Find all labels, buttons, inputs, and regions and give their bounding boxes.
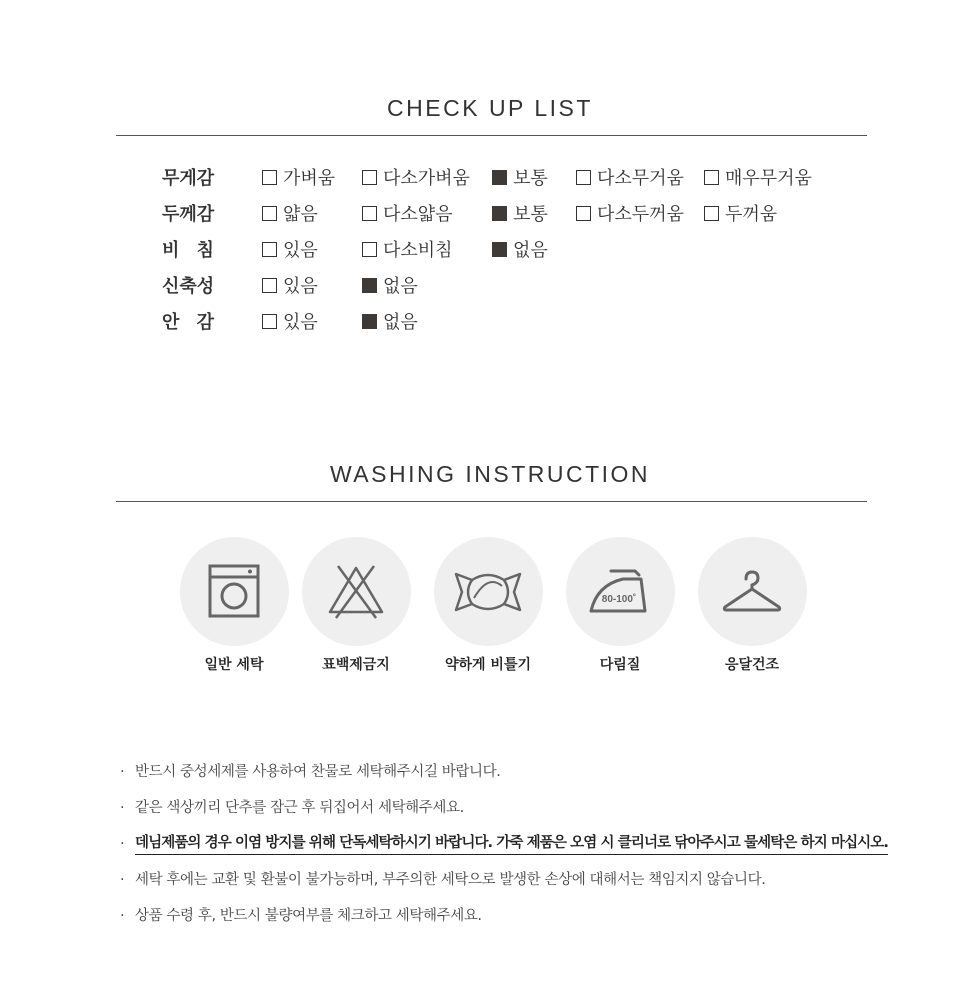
option-normal[interactable]: 보통 xyxy=(492,164,548,190)
icon-circle xyxy=(302,537,411,646)
washing-title: WASHING INSTRUCTION xyxy=(329,461,651,487)
icon-circle xyxy=(180,537,289,646)
option-yes[interactable]: 있음 xyxy=(262,236,318,262)
checkbox-checked-icon xyxy=(362,314,377,329)
checkbox-icon xyxy=(576,170,591,185)
svg-text:80-100˚: 80-100˚ xyxy=(601,593,637,605)
checkbox-icon xyxy=(262,242,277,257)
icon-circle xyxy=(698,537,807,646)
row-label: 비 침 xyxy=(162,240,214,261)
row-label: 안 감 xyxy=(162,312,214,333)
wash-item-iron xyxy=(565,537,675,674)
note-item: · 같은 색상끼리 단추를 잠근 후 뒤집어서 세탁해주세요. xyxy=(120,800,464,816)
iron-icon xyxy=(587,567,653,617)
wash-label: 다림질 xyxy=(599,657,641,673)
option-normal[interactable]: 보통 xyxy=(492,200,548,226)
checkbox-icon xyxy=(362,170,377,185)
row-label: 두께감 xyxy=(162,204,215,225)
no-bleach-icon xyxy=(324,564,388,620)
washing-divider xyxy=(116,501,867,502)
checkbox-icon xyxy=(704,170,719,185)
option-yes[interactable]: 있음 xyxy=(262,272,318,298)
note-item-emphasis: · 데님제품의 경우 이염 방지를 위해 단독세탁하시기 바랍니다. 가죽 제품은 오염 시 클리너로 닦아주시고 물세탁은 하지 마십시오. xyxy=(120,832,880,868)
option-thick[interactable]: 두꺼움 xyxy=(704,200,777,226)
checkbox-icon xyxy=(362,206,377,221)
option-somewhat-heavy[interactable]: 다소무거움 xyxy=(576,164,684,190)
option-none[interactable]: 없음 xyxy=(362,308,418,334)
wash-label: 일반 세탁 xyxy=(204,657,264,673)
checkup-divider xyxy=(116,135,867,136)
option-somewhat-sheer[interactable]: 다소비침 xyxy=(362,236,453,262)
wash-item-shade-dry xyxy=(697,537,807,674)
wash-label: 응달건조 xyxy=(724,657,780,673)
option-somewhat-thin[interactable]: 다소얇음 xyxy=(362,200,453,226)
option-none[interactable]: 없음 xyxy=(362,272,418,298)
icon-circle xyxy=(434,537,543,646)
wash-item-gentle-wring xyxy=(433,537,543,674)
note-item: · 세탁 후에는 교환 및 환불이 불가능하며, 부주의한 세탁으로 발생한 손상에 대해서는 책임지지 않습니다. xyxy=(120,872,766,888)
option-thin[interactable]: 얇음 xyxy=(262,200,318,226)
option-none[interactable]: 없음 xyxy=(492,236,548,262)
option-somewhat-light[interactable]: 다소가벼움 xyxy=(362,164,470,190)
checkbox-checked-icon xyxy=(492,170,507,185)
checkup-title: CHECK UP LIST xyxy=(387,95,593,121)
gentle-wring-icon xyxy=(452,568,524,616)
note-item: · 상품 수령 후, 반드시 불량여부를 체크하고 세탁해주세요. xyxy=(120,908,482,924)
checkbox-icon xyxy=(262,278,277,293)
row-label: 신축성 xyxy=(162,276,215,297)
wash-label: 표백제금지 xyxy=(322,657,390,673)
wash-item-no-bleach xyxy=(301,537,411,674)
checkbox-icon xyxy=(576,206,591,221)
option-yes[interactable]: 있음 xyxy=(262,308,318,334)
checkbox-icon xyxy=(362,242,377,257)
wash-label: 약하게 비틀기 xyxy=(444,657,532,673)
checkbox-icon xyxy=(262,206,277,221)
hanger-icon xyxy=(720,569,784,615)
option-very-heavy[interactable]: 매우무거움 xyxy=(704,164,812,190)
option-light[interactable]: 가벼움 xyxy=(262,164,335,190)
option-somewhat-thick[interactable]: 다소두꺼움 xyxy=(576,200,684,226)
note-item: · 반드시 중성세제를 사용하여 찬물로 세탁해주시길 바랍니다. xyxy=(120,764,501,780)
checkbox-icon xyxy=(262,314,277,329)
checkbox-checked-icon xyxy=(492,206,507,221)
washing-machine-icon xyxy=(204,562,264,622)
checkbox-checked-icon xyxy=(492,242,507,257)
care-notes xyxy=(120,760,888,940)
checkbox-icon xyxy=(704,206,719,221)
icon-circle xyxy=(566,537,675,646)
checkbox-icon xyxy=(262,170,277,185)
row-label: 무게감 xyxy=(162,168,215,189)
checkbox-checked-icon xyxy=(362,278,377,293)
wash-item-normal xyxy=(179,537,289,674)
